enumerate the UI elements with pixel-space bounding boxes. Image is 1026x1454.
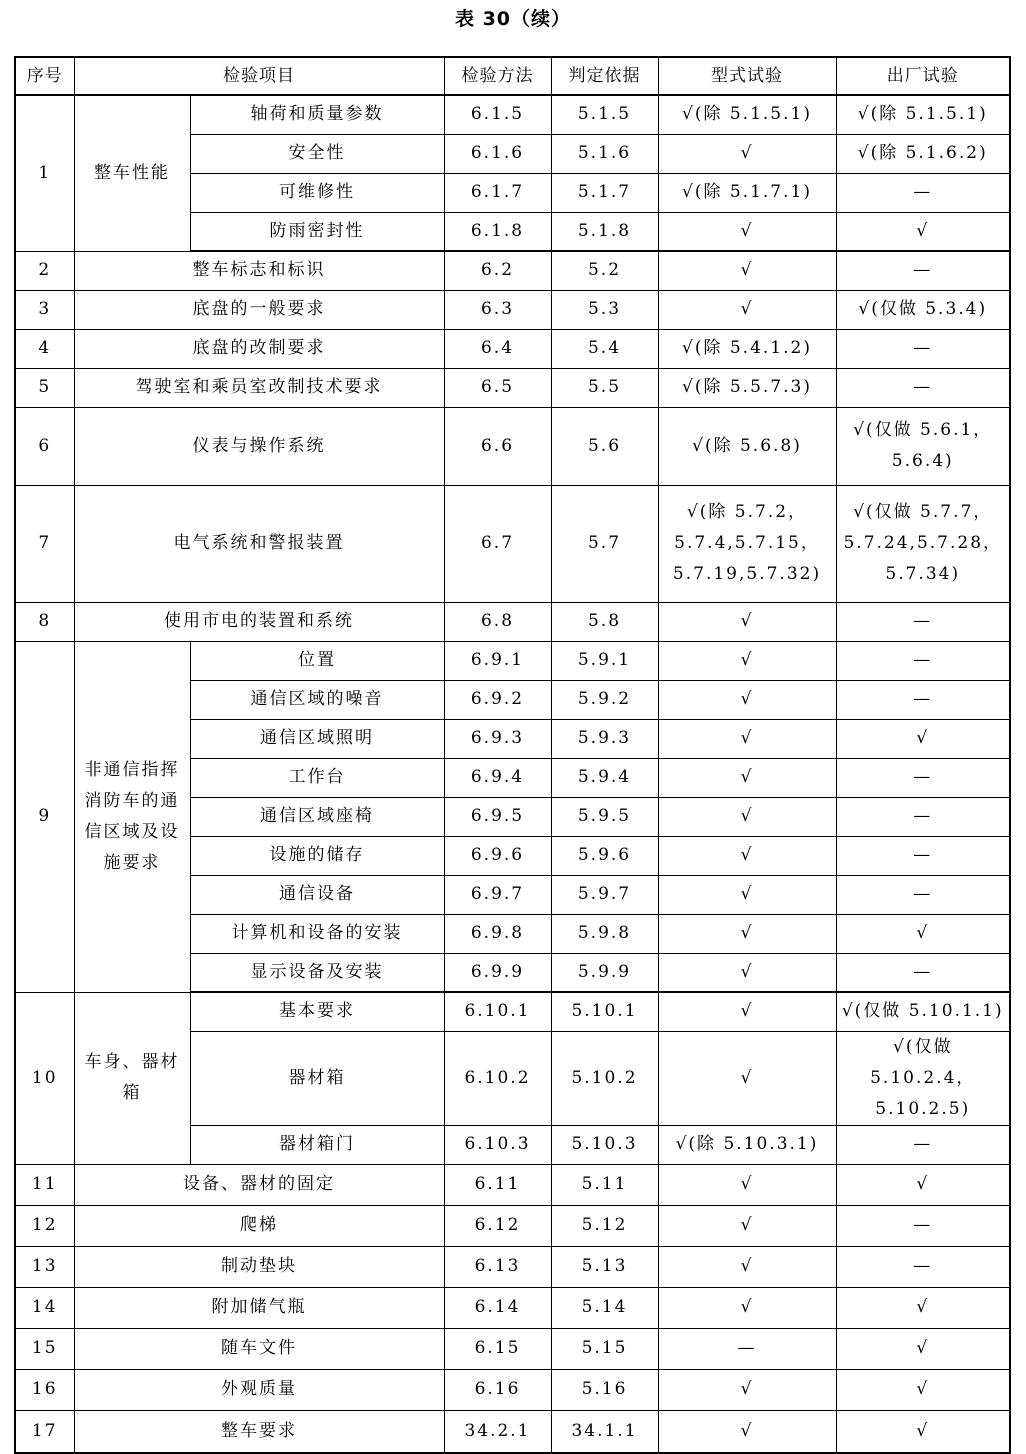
table-row	[15, 1369, 1010, 1410]
factory-test-cell: √	[836, 1164, 1010, 1205]
item-cell: 设备、器材的固定	[74, 1164, 444, 1205]
method-cell: 6.10.1	[444, 992, 551, 1031]
factory-test-cell: √(仅做 5.3.4)	[836, 290, 1010, 329]
type-test-cell: √	[658, 797, 836, 836]
method-cell: 6.2	[444, 251, 551, 290]
item-cell: 轴荷和质量参数	[190, 95, 444, 134]
header-basis: 判定依据	[551, 57, 658, 95]
factory-test-cell: —	[836, 1125, 1010, 1164]
factory-test-cell: —	[836, 953, 1010, 992]
basis-cell: 5.1.8	[551, 212, 658, 251]
type-test-cell: √	[658, 134, 836, 173]
method-cell: 6.14	[444, 1287, 551, 1328]
category-cell: 整车性能	[74, 95, 190, 251]
basis-cell: 5.2	[551, 251, 658, 290]
basis-cell: 5.1.6	[551, 134, 658, 173]
inspection-table	[14, 56, 1011, 1454]
method-cell: 6.3	[444, 290, 551, 329]
factory-test-cell: √	[836, 1328, 1010, 1369]
method-cell: 6.9.3	[444, 719, 551, 758]
table-row	[15, 329, 1010, 368]
table-row	[15, 1246, 1010, 1287]
factory-test-cell: —	[836, 797, 1010, 836]
table-row	[15, 1205, 1010, 1246]
method-cell: 6.1.8	[444, 212, 551, 251]
item-cell: 通信区域的噪音	[190, 680, 444, 719]
row-number: 10	[15, 992, 74, 1164]
row-number: 15	[15, 1328, 74, 1369]
basis-cell: 5.9.6	[551, 836, 658, 875]
item-cell: 附加储气瓶	[74, 1287, 444, 1328]
item-cell: 可维修性	[190, 173, 444, 212]
type-test-cell: √	[658, 836, 836, 875]
basis-cell: 5.7	[551, 485, 658, 602]
item-cell: 驾驶室和乘员室改制技术要求	[74, 368, 444, 407]
item-cell: 随车文件	[74, 1328, 444, 1369]
basis-cell: 5.1.7	[551, 173, 658, 212]
row-number: 13	[15, 1246, 74, 1287]
method-cell: 6.11	[444, 1164, 551, 1205]
method-cell: 34.2.1	[444, 1410, 551, 1453]
basis-cell: 5.9.2	[551, 680, 658, 719]
type-test-cell: √	[658, 953, 836, 992]
table-row	[15, 407, 1010, 485]
basis-cell: 5.9.8	[551, 914, 658, 953]
basis-cell: 5.10.1	[551, 992, 658, 1031]
factory-test-cell: —	[836, 1246, 1010, 1287]
method-cell: 6.9.9	[444, 953, 551, 992]
item-cell: 显示设备及安装	[190, 953, 444, 992]
type-test-cell: √(除 5.1.7.1)	[658, 173, 836, 212]
table-row	[15, 1328, 1010, 1369]
basis-cell: 5.1.5	[551, 95, 658, 134]
basis-cell: 34.1.1	[551, 1410, 658, 1453]
method-cell: 6.6	[444, 407, 551, 485]
item-cell: 设施的储存	[190, 836, 444, 875]
type-test-cell: √	[658, 290, 836, 329]
basis-cell: 5.11	[551, 1164, 658, 1205]
type-test-cell: √	[658, 758, 836, 797]
table-title: 表 30（续）	[454, 8, 572, 30]
table-row	[15, 1287, 1010, 1328]
method-cell: 6.1.6	[444, 134, 551, 173]
type-test-cell: √	[658, 1369, 836, 1410]
item-cell: 基本要求	[190, 992, 444, 1031]
type-test-cell: √(除 5.4.1.2)	[658, 329, 836, 368]
basis-cell: 5.10.2	[551, 1031, 658, 1125]
type-test-cell: √	[658, 1287, 836, 1328]
type-test-cell: √	[658, 1410, 836, 1453]
basis-cell: 5.9.3	[551, 719, 658, 758]
method-cell: 6.5	[444, 368, 551, 407]
type-test-cell: √	[658, 1246, 836, 1287]
type-test-cell: √	[658, 875, 836, 914]
type-test-cell: √(除 5.7.2， 5.7.4,5.7.15， 5.7.19,5.7.32)	[658, 485, 836, 602]
table-row	[15, 251, 1010, 290]
factory-test-cell: √(仅做 5.10.2.4， 5.10.2.5)	[836, 1031, 1010, 1125]
method-cell: 6.1.7	[444, 173, 551, 212]
row-number: 7	[15, 485, 74, 602]
basis-cell: 5.9.9	[551, 953, 658, 992]
item-cell: 通信设备	[190, 875, 444, 914]
type-test-cell: √	[658, 1164, 836, 1205]
method-cell: 6.1.5	[444, 95, 551, 134]
table-row	[15, 1164, 1010, 1205]
factory-test-cell: —	[836, 680, 1010, 719]
factory-test-cell: √	[836, 1369, 1010, 1410]
factory-test-cell: —	[836, 1205, 1010, 1246]
method-cell: 6.9.2	[444, 680, 551, 719]
row-number: 16	[15, 1369, 74, 1410]
item-cell: 爬梯	[74, 1205, 444, 1246]
item-cell: 电气系统和警报装置	[74, 485, 444, 602]
item-cell: 安全性	[190, 134, 444, 173]
type-test-cell: √(除 5.6.8)	[658, 407, 836, 485]
item-cell: 底盘的一般要求	[74, 290, 444, 329]
basis-cell: 5.9.4	[551, 758, 658, 797]
factory-test-cell: √(除 5.1.6.2)	[836, 134, 1010, 173]
type-test-cell: √(除 5.10.3.1)	[658, 1125, 836, 1164]
basis-cell: 5.9.1	[551, 641, 658, 680]
factory-test-cell: —	[836, 602, 1010, 641]
basis-cell: 5.14	[551, 1287, 658, 1328]
type-test-cell: √	[658, 641, 836, 680]
item-cell: 底盘的改制要求	[74, 329, 444, 368]
table-row	[15, 368, 1010, 407]
basis-cell: 5.12	[551, 1205, 658, 1246]
type-test-cell: √	[658, 251, 836, 290]
method-cell: 6.15	[444, 1328, 551, 1369]
table-row	[15, 290, 1010, 329]
factory-test-cell: —	[836, 875, 1010, 914]
type-test-cell: √	[658, 1205, 836, 1246]
header-factory-test: 出厂试验	[836, 57, 1010, 95]
type-test-cell: √	[658, 719, 836, 758]
header-item: 检验项目	[74, 57, 444, 95]
item-cell: 制动垫块	[74, 1246, 444, 1287]
row-number: 8	[15, 602, 74, 641]
factory-test-cell: √	[836, 1410, 1010, 1453]
method-cell: 6.9.4	[444, 758, 551, 797]
type-test-cell: √	[658, 680, 836, 719]
row-number: 17	[15, 1410, 74, 1453]
factory-test-cell: √(仅做 5.6.1， 5.6.4)	[836, 407, 1010, 485]
header-no: 序号	[15, 57, 74, 95]
factory-test-cell: —	[836, 641, 1010, 680]
type-test-cell: √(除 5.5.7.3)	[658, 368, 836, 407]
item-cell: 使用市电的装置和系统	[74, 602, 444, 641]
item-cell: 防雨密封性	[190, 212, 444, 251]
item-cell: 通信区域座椅	[190, 797, 444, 836]
row-number: 11	[15, 1164, 74, 1205]
basis-cell: 5.10.3	[551, 1125, 658, 1164]
header-method: 检验方法	[444, 57, 551, 95]
basis-cell: 5.3	[551, 290, 658, 329]
basis-cell: 5.8	[551, 602, 658, 641]
method-cell: 6.9.8	[444, 914, 551, 953]
category-cell: 非通信指挥消防车的通信区域及设施要求	[74, 641, 190, 992]
type-test-cell: √	[658, 602, 836, 641]
factory-test-cell: √(除 5.1.5.1)	[836, 95, 1010, 134]
method-cell: 6.12	[444, 1205, 551, 1246]
method-cell: 6.16	[444, 1369, 551, 1410]
type-test-cell: √	[658, 992, 836, 1031]
table-row	[15, 992, 1010, 1031]
table-row	[15, 1410, 1010, 1453]
factory-test-cell: —	[836, 329, 1010, 368]
factory-test-cell: √	[836, 212, 1010, 251]
row-number: 2	[15, 251, 74, 290]
method-cell: 6.10.2	[444, 1031, 551, 1125]
method-cell: 6.7	[444, 485, 551, 602]
item-cell: 仪表与操作系统	[74, 407, 444, 485]
row-number: 6	[15, 407, 74, 485]
factory-test-cell: —	[836, 251, 1010, 290]
type-test-cell: √	[658, 1031, 836, 1125]
basis-cell: 5.5	[551, 368, 658, 407]
basis-cell: 5.9.5	[551, 797, 658, 836]
item-cell: 整车要求	[74, 1410, 444, 1453]
row-number: 3	[15, 290, 74, 329]
method-cell: 6.9.6	[444, 836, 551, 875]
item-cell: 器材箱	[190, 1031, 444, 1125]
row-number: 1	[15, 95, 74, 251]
type-test-cell: √	[658, 212, 836, 251]
item-cell: 计算机和设备的安装	[190, 914, 444, 953]
item-cell: 整车标志和标识	[74, 251, 444, 290]
table-row	[15, 641, 1010, 680]
item-cell: 外观质量	[74, 1369, 444, 1410]
method-cell: 6.9.1	[444, 641, 551, 680]
factory-test-cell: √	[836, 719, 1010, 758]
method-cell: 6.10.3	[444, 1125, 551, 1164]
basis-cell: 5.4	[551, 329, 658, 368]
basis-cell: 5.15	[551, 1328, 658, 1369]
row-number: 14	[15, 1287, 74, 1328]
factory-test-cell: √(仅做 5.7.7， 5.7.24,5.7.28， 5.7.34)	[836, 485, 1010, 602]
table-row	[15, 95, 1010, 134]
factory-test-cell: —	[836, 836, 1010, 875]
type-test-cell: —	[658, 1328, 836, 1369]
header-type-test: 型式试验	[658, 57, 836, 95]
item-cell: 位置	[190, 641, 444, 680]
category-cell: 车身、器材箱	[74, 992, 190, 1164]
basis-cell: 5.9.7	[551, 875, 658, 914]
factory-test-cell: √	[836, 1287, 1010, 1328]
method-cell: 6.13	[444, 1246, 551, 1287]
factory-test-cell: —	[836, 173, 1010, 212]
method-cell: 6.9.7	[444, 875, 551, 914]
table-body	[15, 95, 1010, 1453]
row-number: 4	[15, 329, 74, 368]
type-test-cell: √(除 5.1.5.1)	[658, 95, 836, 134]
method-cell: 6.8	[444, 602, 551, 641]
basis-cell: 5.13	[551, 1246, 658, 1287]
type-test-cell: √	[658, 914, 836, 953]
table-row	[15, 602, 1010, 641]
row-number: 12	[15, 1205, 74, 1246]
factory-test-cell: √	[836, 914, 1010, 953]
row-number: 5	[15, 368, 74, 407]
header-row	[15, 57, 1010, 95]
factory-test-cell: √(仅做 5.10.1.1)	[836, 992, 1010, 1031]
item-cell: 器材箱门	[190, 1125, 444, 1164]
table-row	[15, 485, 1010, 602]
item-cell: 通信区域照明	[190, 719, 444, 758]
method-cell: 6.9.5	[444, 797, 551, 836]
method-cell: 6.4	[444, 329, 551, 368]
factory-test-cell: —	[836, 368, 1010, 407]
item-cell: 工作台	[190, 758, 444, 797]
row-number: 9	[15, 641, 74, 992]
basis-cell: 5.16	[551, 1369, 658, 1410]
basis-cell: 5.6	[551, 407, 658, 485]
factory-test-cell: —	[836, 758, 1010, 797]
